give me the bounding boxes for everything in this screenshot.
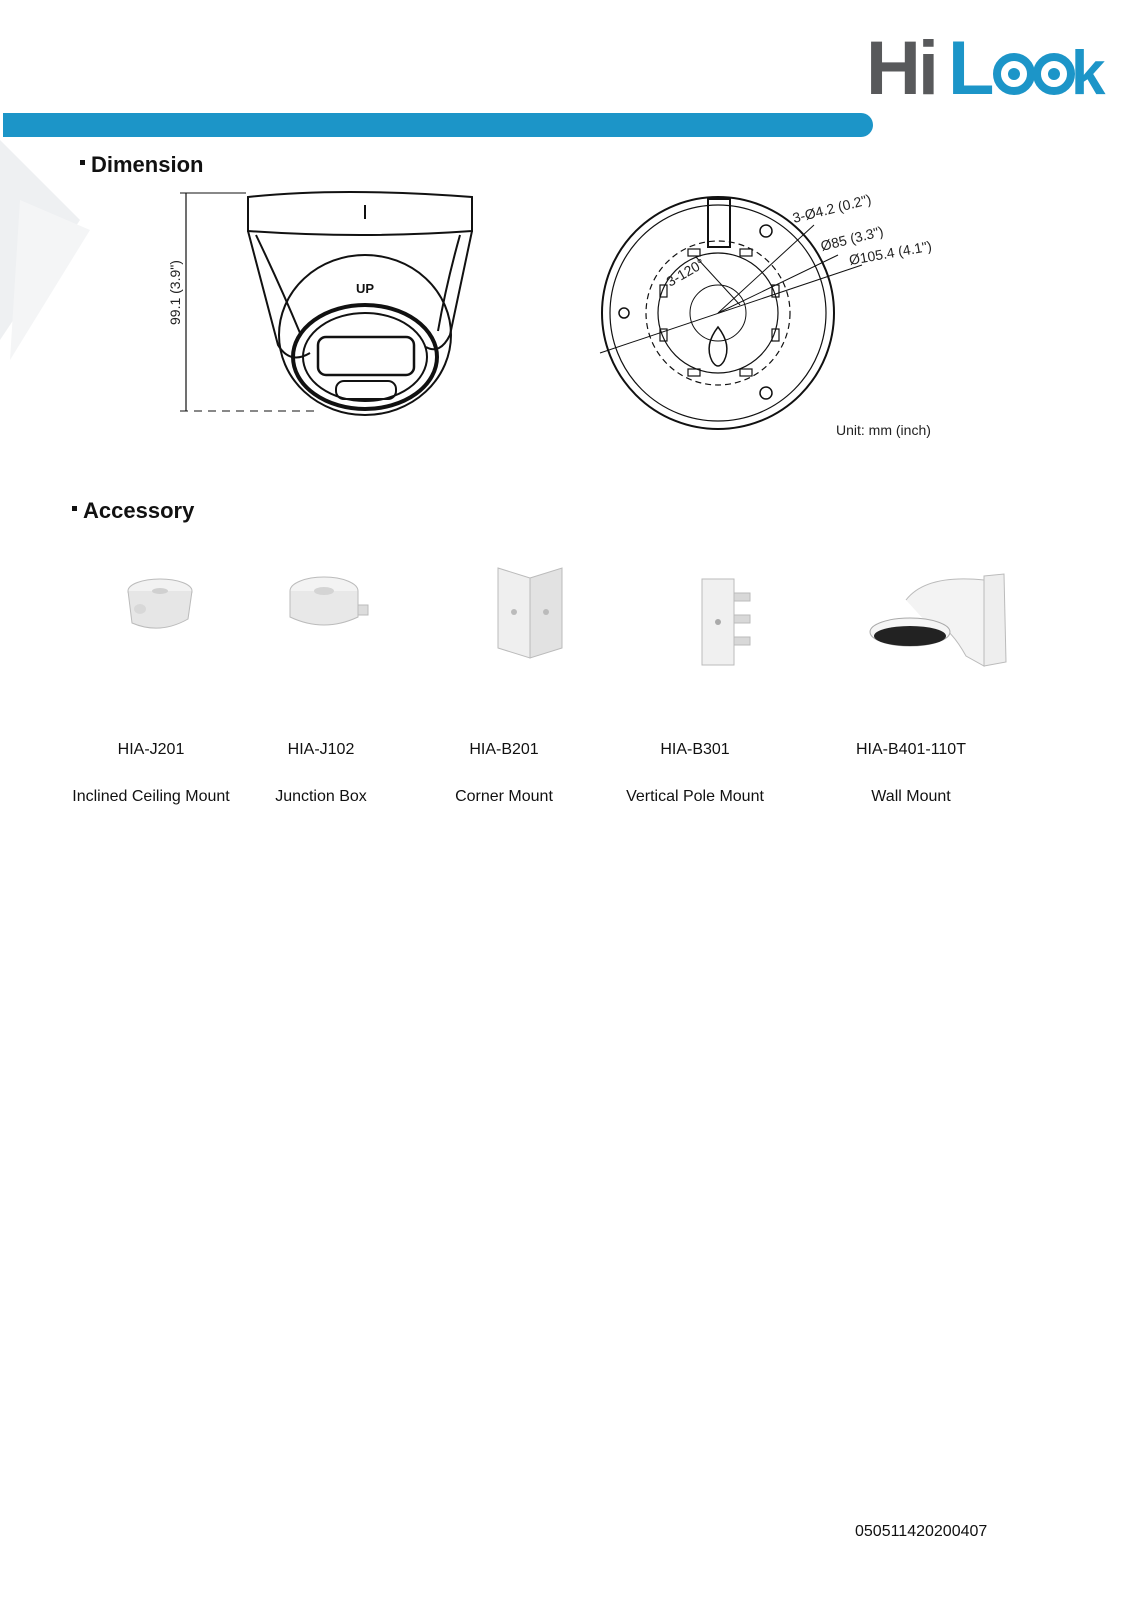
- svg-text:Hi: Hi: [866, 26, 936, 111]
- hilook-logo: [866, 26, 1106, 111]
- up-badge-text: UP: [356, 281, 375, 296]
- accessory-model-hia-j102: HIA-J102: [287, 741, 355, 758]
- accessory-desc-hia-j201: Inclined Ceiling Mount: [72, 788, 230, 805]
- svg-text:L: L: [948, 26, 995, 111]
- accessory-desc-hia-b401-110t: Wall Mount: [871, 788, 951, 805]
- unit-label: Unit: mm (inch): [836, 422, 931, 438]
- wall-mount-icon: [866, 570, 1011, 670]
- junction-box-icon: [282, 565, 372, 645]
- accessory-model-hia-b201: HIA-B201: [469, 741, 539, 758]
- dimension-title-text: Dimension: [91, 152, 204, 177]
- angle-dimension-label: 3-120°: [663, 255, 708, 290]
- accessory-model-hia-b301: HIA-B301: [660, 741, 730, 758]
- accessory-model-hia-j201: HIA-J201: [117, 741, 185, 758]
- accessory-section-title: [72, 498, 194, 524]
- height-dimension-label: 99.1 (3.9"): [167, 260, 183, 325]
- accessory-model-hia-b401-110t: HIA-B401-110T: [856, 741, 966, 758]
- accessory-desc-hia-j102: Junction Box: [275, 788, 367, 805]
- document-code: 050511420200407: [855, 1523, 988, 1540]
- decorative-watermark: [0, 140, 90, 360]
- hole-dimension-label: 3-Ø4.2 (0.2"): [790, 190, 873, 226]
- accessory-desc-hia-b201: Corner Mount: [455, 788, 553, 805]
- accessory-title-text: Accessory: [83, 498, 195, 523]
- corner-mount-icon: [494, 560, 566, 660]
- camera-side-view-drawing: [160, 185, 510, 435]
- camera-base-top-view-drawing: [600, 185, 970, 445]
- vertical-pole-mount-icon: [696, 575, 756, 667]
- inclined-ceiling-mount-icon: [120, 565, 200, 645]
- accessory-desc-hia-b301: Vertical Pole Mount: [626, 788, 764, 805]
- header-banner: [3, 113, 873, 137]
- pitch-dimension-label: Ø85 (3.3"): [818, 222, 885, 254]
- dimension-section-title: [80, 152, 203, 178]
- svg-text:k: k: [1071, 39, 1106, 108]
- diameter-dimension-label: Ø105.4 (4.1"): [847, 237, 933, 268]
